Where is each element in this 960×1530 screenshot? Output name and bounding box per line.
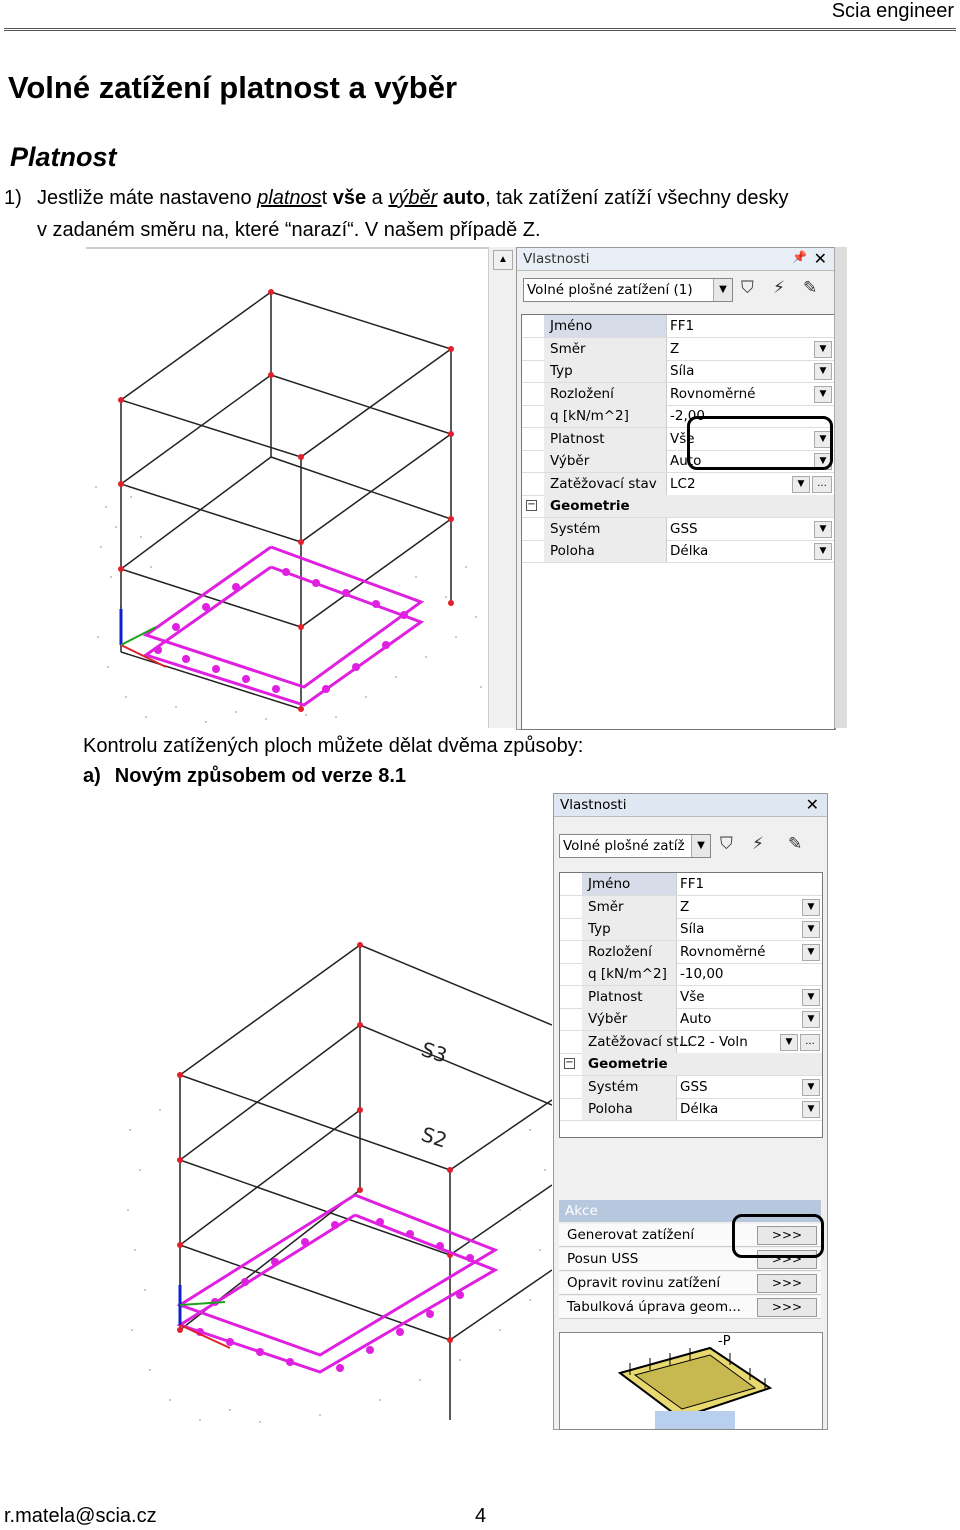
chevron-down-icon[interactable]: ▼: [802, 1079, 820, 1096]
panel1-combo-text: Volné plošné zatížení (1): [527, 282, 693, 298]
property-row[interactable]: [522, 315, 834, 338]
highlight-generovat: [732, 1214, 824, 1258]
property-label: [544, 315, 667, 337]
chevron-down-icon[interactable]: ▼: [713, 279, 732, 301]
action-button[interactable]: >>>: [757, 1226, 817, 1245]
panel1-edge: [834, 247, 847, 728]
property-value-text: LC2 - Voln: [680, 1033, 748, 1050]
filter-icon[interactable]: ⛉: [741, 278, 754, 298]
para1-t8: auto: [442, 187, 486, 209]
highlight-platnost-vyber: [687, 416, 833, 470]
property-label-text: Jméno: [588, 876, 631, 892]
property-value-text: Z: [670, 340, 680, 357]
action-row[interactable]: [559, 1272, 821, 1295]
chevron-down-icon[interactable]: ▼: [691, 835, 710, 857]
property-row[interactable]: [560, 918, 822, 941]
action-label: Posun USS: [567, 1251, 639, 1267]
pin-icon[interactable]: 📌: [792, 250, 807, 264]
property-row[interactable]: [560, 986, 822, 1009]
property-value-text: Vše: [670, 430, 695, 447]
para3-text: Novým způsobem od verze 8.1: [114, 765, 406, 787]
property-row[interactable]: [560, 1008, 822, 1031]
para1-t2: platnos: [257, 187, 322, 209]
property-label-text: q [kN/m^2]: [588, 966, 667, 982]
property-label-text: Geometrie: [588, 1056, 668, 1072]
property-label: [544, 405, 667, 427]
chevron-down-icon[interactable]: ▼: [802, 921, 820, 938]
property-value-text: Auto: [680, 1011, 712, 1027]
property-value-text: Rovnoměrné: [680, 943, 766, 960]
property-value-text: -2,00: [670, 408, 705, 424]
action-button[interactable]: >>>: [757, 1250, 817, 1269]
property-label: [544, 495, 834, 517]
preview-graphic: [560, 1333, 822, 1429]
property-label: [582, 873, 677, 895]
chevron-down-icon[interactable]: ▼: [780, 1034, 798, 1051]
properties-panel-1: [516, 247, 836, 730]
property-value-text: Síla: [680, 921, 705, 937]
edit-pencil-icon[interactable]: ✎: [788, 834, 803, 854]
property-label: [582, 1008, 677, 1030]
property-value-text: GSS: [670, 520, 698, 537]
property-label-text: Typ: [550, 363, 573, 379]
property-row[interactable]: [522, 495, 834, 518]
property-label-text: Rozložení: [588, 943, 652, 960]
property-value-text: FF1: [670, 318, 695, 334]
para3-num: a): [83, 765, 101, 787]
panel2-titlebar: [554, 794, 827, 817]
para1-t3: t: [321, 187, 333, 209]
property-label-text: Výběr: [550, 453, 590, 469]
para1-line2: v zadaném směru na, které “narazí“. V našem případě Z.: [37, 219, 541, 241]
filter-lightning-icon[interactable]: ⚡: [773, 278, 785, 298]
property-row[interactable]: [560, 873, 822, 896]
para1-t1: Jestliže máte nastaveno: [37, 187, 258, 209]
collapse-icon[interactable]: −: [565, 1057, 574, 1068]
load-preview: [559, 1332, 823, 1430]
property-label: [544, 338, 667, 360]
property-value-text: Délka: [670, 543, 709, 559]
preview-label: -P: [718, 1334, 731, 1349]
panel1-object-select[interactable]: [523, 278, 733, 302]
edit-pencil-icon[interactable]: ✎: [803, 278, 818, 298]
property-row[interactable]: [522, 540, 834, 563]
filter-lightning-icon[interactable]: ⚡: [752, 834, 764, 854]
property-value-text: -10,00: [680, 966, 724, 982]
more-button[interactable]: ...: [812, 476, 832, 493]
property-value-text: FF1: [680, 876, 705, 892]
property-row[interactable]: [560, 896, 822, 919]
property-row[interactable]: [522, 383, 834, 406]
panel2-combo-text: Volné plošné zatíž: [563, 838, 685, 854]
more-button[interactable]: ...: [800, 1034, 820, 1051]
property-label: [582, 1053, 822, 1075]
header-rule: [4, 28, 956, 31]
property-label: [544, 518, 667, 540]
header-brand: Scia engineer: [831, 0, 954, 22]
property-row[interactable]: [560, 1098, 822, 1121]
panel2-property-grid: [559, 872, 823, 1138]
footer-page-number: 4: [475, 1505, 487, 1527]
property-label: [582, 1031, 692, 1053]
property-label-text: Směr: [550, 340, 586, 357]
property-label-text: Platnost: [588, 988, 643, 1005]
akce-title-text: Akce: [565, 1203, 598, 1219]
property-label-text: Platnost: [550, 430, 605, 447]
property-value-text: Auto: [670, 453, 702, 469]
action-label: Tabulková úprava geom...: [567, 1299, 741, 1315]
para1-t4: vše: [332, 187, 367, 209]
chevron-down-icon[interactable]: ▼: [802, 899, 820, 916]
chevron-down-icon[interactable]: ▼: [802, 944, 820, 961]
para1-t5: a: [366, 187, 389, 209]
property-row[interactable]: [560, 941, 822, 964]
properties-panel-2: [553, 793, 828, 1430]
property-value-text: LC2: [670, 475, 696, 492]
property-label-text: Systém: [588, 1078, 639, 1095]
para1-num: 1): [4, 187, 22, 209]
property-label: [582, 963, 677, 985]
action-button[interactable]: >>>: [757, 1298, 817, 1317]
property-row[interactable]: [560, 1076, 822, 1099]
panel2-object-select[interactable]: [559, 834, 711, 858]
chevron-down-icon[interactable]: ▼: [814, 521, 832, 538]
chevron-down-icon[interactable]: ▼: [814, 363, 832, 380]
chevron-down-icon[interactable]: ▼: [814, 386, 832, 403]
scroll-up-icon[interactable]: ▲: [493, 250, 513, 270]
property-row[interactable]: [560, 963, 822, 986]
property-label: [582, 896, 677, 918]
action-button[interactable]: >>>: [757, 1274, 817, 1293]
property-label: [582, 1098, 677, 1120]
property-label: [544, 360, 667, 382]
property-label-text: Výběr: [588, 1011, 628, 1027]
page-title: Volné zatížení platnost a výběr: [8, 70, 458, 105]
property-label: [582, 986, 677, 1008]
property-label: [544, 383, 667, 405]
para3: [83, 763, 406, 790]
property-value-text: Síla: [670, 363, 695, 379]
property-value-text: Délka: [680, 1101, 719, 1117]
property-label: [544, 473, 667, 495]
model-view-1: [86, 247, 488, 727]
close-icon[interactable]: ✕: [813, 249, 827, 268]
chevron-down-icon[interactable]: ▼: [802, 989, 820, 1006]
section-heading: Platnost: [10, 142, 117, 172]
chevron-down-icon[interactable]: ▼: [814, 431, 832, 448]
filter-icon[interactable]: ⛉: [720, 834, 733, 854]
action-label: Generovat zatížení: [567, 1227, 695, 1243]
property-label-text: Směr: [588, 898, 624, 915]
panel1-property-grid: [521, 314, 835, 730]
action-row[interactable]: [559, 1296, 821, 1319]
property-label: [544, 540, 667, 562]
property-row[interactable]: [522, 473, 834, 496]
property-value-text: Vše: [680, 988, 705, 1005]
slab-label-s3: S3: [418, 1036, 451, 1068]
property-label-text: q [kN/m^2]: [550, 408, 629, 424]
property-label: [582, 1076, 677, 1098]
scrollbar-1[interactable]: [488, 247, 517, 728]
model-view-2: [120, 930, 552, 1430]
property-row[interactable]: [560, 1031, 822, 1054]
property-label-text: Systém: [550, 520, 601, 537]
panel1-titlebar: [517, 248, 835, 271]
chevron-down-icon[interactable]: ▼: [802, 1011, 820, 1028]
property-label-text: Poloha: [550, 543, 595, 559]
footer-email: r.matela@scia.cz: [4, 1505, 157, 1527]
para1-t6: výběr: [388, 187, 438, 209]
property-label-text: Poloha: [588, 1101, 633, 1117]
chevron-down-icon[interactable]: ▼: [802, 1101, 820, 1118]
para1-t9: , tak zatížení zatíží všechny desky: [485, 187, 789, 209]
property-label: [544, 450, 667, 472]
property-label: [582, 918, 677, 940]
property-label: [544, 428, 667, 450]
property-value-text: Z: [680, 898, 690, 915]
para2: Kontrolu zatížených ploch můžete dělat dvěma způsoby:: [83, 735, 584, 757]
chevron-down-icon[interactable]: ▼: [792, 476, 810, 493]
action-label: Opravit rovinu zatížení: [567, 1275, 721, 1291]
slab-label-s2: S2: [418, 1121, 451, 1153]
chevron-down-icon[interactable]: ▼: [814, 453, 832, 470]
property-value-text: GSS: [680, 1078, 708, 1095]
property-label-text: Geometrie: [550, 498, 630, 514]
property-row[interactable]: [522, 360, 834, 383]
property-label-text: Zatěžovací stav: [550, 475, 657, 492]
para1-line1: [37, 185, 789, 212]
chevron-down-icon[interactable]: ▼: [814, 543, 832, 560]
panel2-title: Vlastnosti: [560, 797, 627, 813]
close-icon[interactable]: ✕: [805, 795, 819, 814]
property-label-text: Jméno: [550, 318, 593, 334]
collapse-icon[interactable]: −: [527, 499, 536, 510]
property-row[interactable]: [522, 338, 834, 361]
property-label-text: Zatěžovací st...: [588, 1033, 692, 1050]
property-row[interactable]: [560, 1053, 822, 1076]
property-label: [582, 941, 677, 963]
chevron-down-icon[interactable]: ▼: [814, 341, 832, 358]
property-label-text: Rozložení: [550, 385, 614, 402]
property-value-text: Rovnoměrné: [670, 385, 756, 402]
property-label-text: Typ: [588, 921, 611, 937]
property-row[interactable]: [522, 518, 834, 541]
panel1-title: Vlastnosti: [523, 251, 590, 267]
